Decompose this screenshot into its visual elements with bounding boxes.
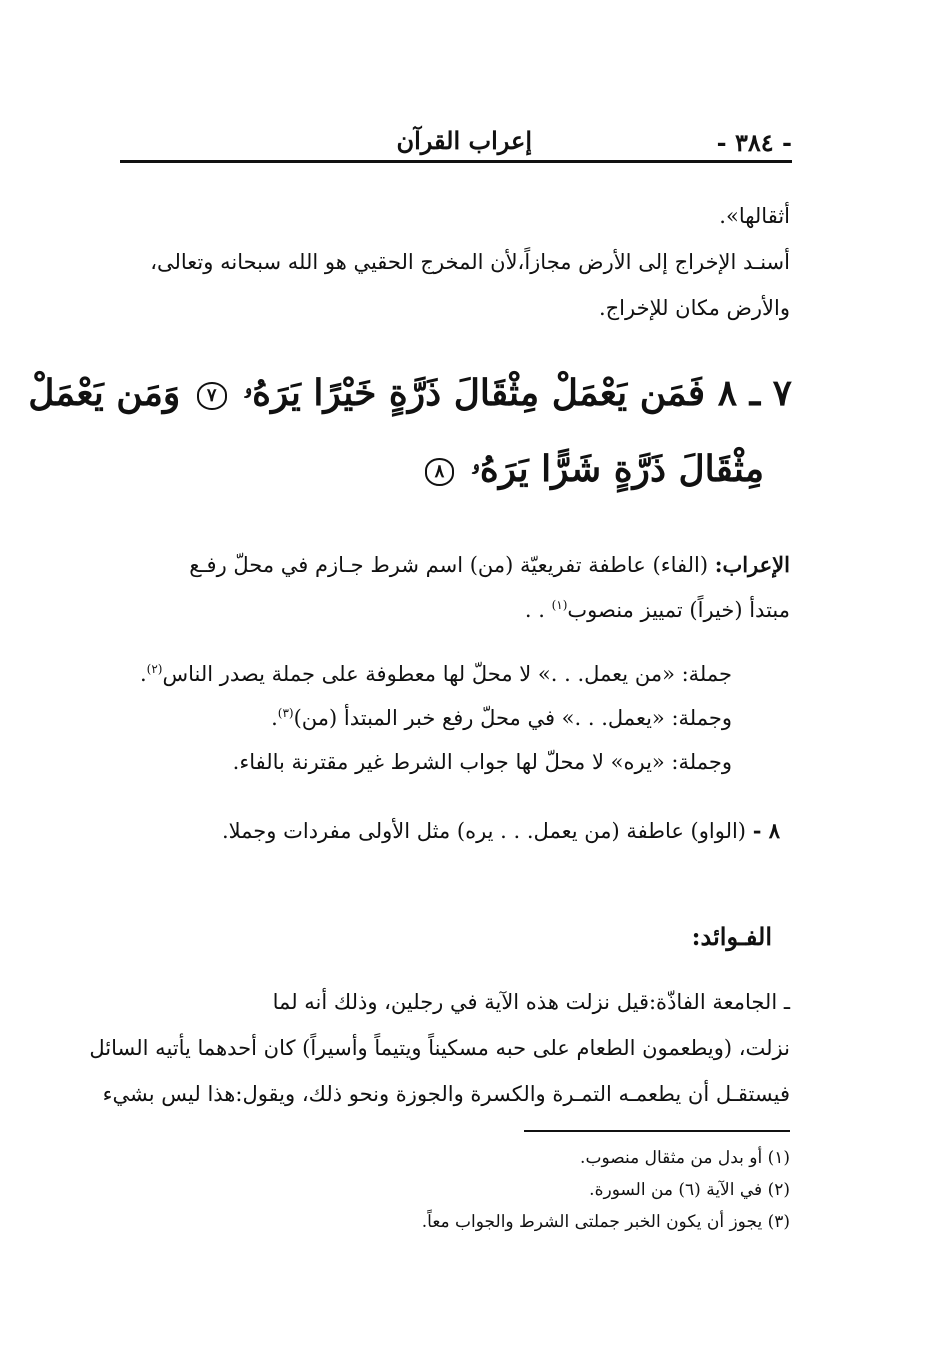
page-number: - ٣٨٤ -	[716, 128, 792, 157]
verse-end-mark-7: ٧	[197, 382, 227, 410]
benefits-heading: الفـوائد:	[691, 922, 772, 951]
irab-line-1	[189, 552, 790, 577]
footnote-ref-2: (٢)	[146, 662, 163, 676]
verse-line-1	[28, 372, 792, 415]
irab-line-2	[525, 598, 790, 622]
benefits-line-1: ـ الجامعة الفاذّة:قيل نزلت هذه الآية في رجلين، وذلك أنه لما	[272, 990, 790, 1014]
irab-text-1: (الفاء) عاطفة تفريعيّة (من) اسم شرط جـازم في محلّ رفـع	[189, 553, 709, 577]
verse-text-a: فَمَن يَعْمَلْ مِثْقَالَ ذَرَّةٍ خَيْرًا يَرَهُۥ	[243, 372, 706, 414]
footnote-ref-3: (٣)	[277, 706, 294, 720]
benefits-line-2: نزلت، (ويطعمون الطعام على حبه مسكيناً ويتيماً وأسيراً) كان أحدهما يأتيه السائل	[89, 1036, 790, 1060]
footnote-rule	[524, 1130, 790, 1132]
sentence-3: وجملة: «يره» لا محلّ لها جواب الشرط غير مقترنة بالفاء.	[232, 750, 732, 774]
verse-line-2	[421, 448, 764, 491]
verse-number: ٧ ـ ٨	[717, 372, 792, 414]
sentence-2-text: وجملة: «يعمل. . .» في محلّ رفع خبر المبتدأ (من)	[293, 706, 732, 730]
verse-text-c: مِثْقَالَ ذَرَّةٍ شَرًّا يَرَهُۥ	[470, 448, 764, 490]
intro-line-1: أثقالها».	[719, 204, 790, 228]
item-8-number: ٨ -	[752, 818, 780, 843]
sentence-1-text: جملة: «من يعمل. . .» لا محلّ لها معطوفة على جملة يصدر الناس	[162, 662, 732, 686]
item-8	[222, 818, 780, 843]
verse-end-mark-8: ٨	[425, 458, 455, 486]
footnote-2: (٢) في الآية (٦) من السورة.	[589, 1180, 790, 1200]
intro-line-3: والأرض مكان للإخراج.	[598, 296, 790, 320]
benefits-line-3: فيستقـل أن يطعمـه التمـرة والكسرة والجوزة ونحو ذلك، ويقول:هذا ليس بشيء	[102, 1082, 790, 1106]
item-8-text: (الواو) عاطفة (من يعمل. . . يره) مثل الأولى مفردات وجملا.	[221, 819, 746, 843]
irab-text-2-end: . .	[524, 598, 545, 622]
irab-text-2: مبتدأ (خيراً) تمييز منصوب	[567, 598, 790, 622]
irab-label: الإعراب:	[714, 552, 790, 577]
verse-text-b: وَمَن يَعْمَلْ	[28, 372, 181, 414]
footnote-ref-1: (١)	[551, 598, 568, 612]
sentence-1: جملة: «من يعمل. . .» لا محلّ لها معطوفة على جملة يصدر الناس$^{(٢)}$.	[139, 662, 732, 686]
sentence-2: وجملة: «يعمل. . .» في محلّ رفع خبر المبتدأ (من)$^{(٣)}$.	[271, 706, 732, 730]
footnote-3: (٣) يجوز أن يكون الخبر جملتى الشرط والجواب معاً.	[421, 1212, 790, 1232]
intro-line-2: أسنـد الإخراج إلى الأرض مجازاً،لأن المخرج الحقيي هو الله سبحانه وتعالى،	[150, 250, 790, 274]
header-rule	[120, 160, 792, 163]
book-title: إعراب القرآن	[396, 126, 532, 155]
footnote-1: (١) أو بدل من مثقال منصوب.	[580, 1148, 790, 1168]
